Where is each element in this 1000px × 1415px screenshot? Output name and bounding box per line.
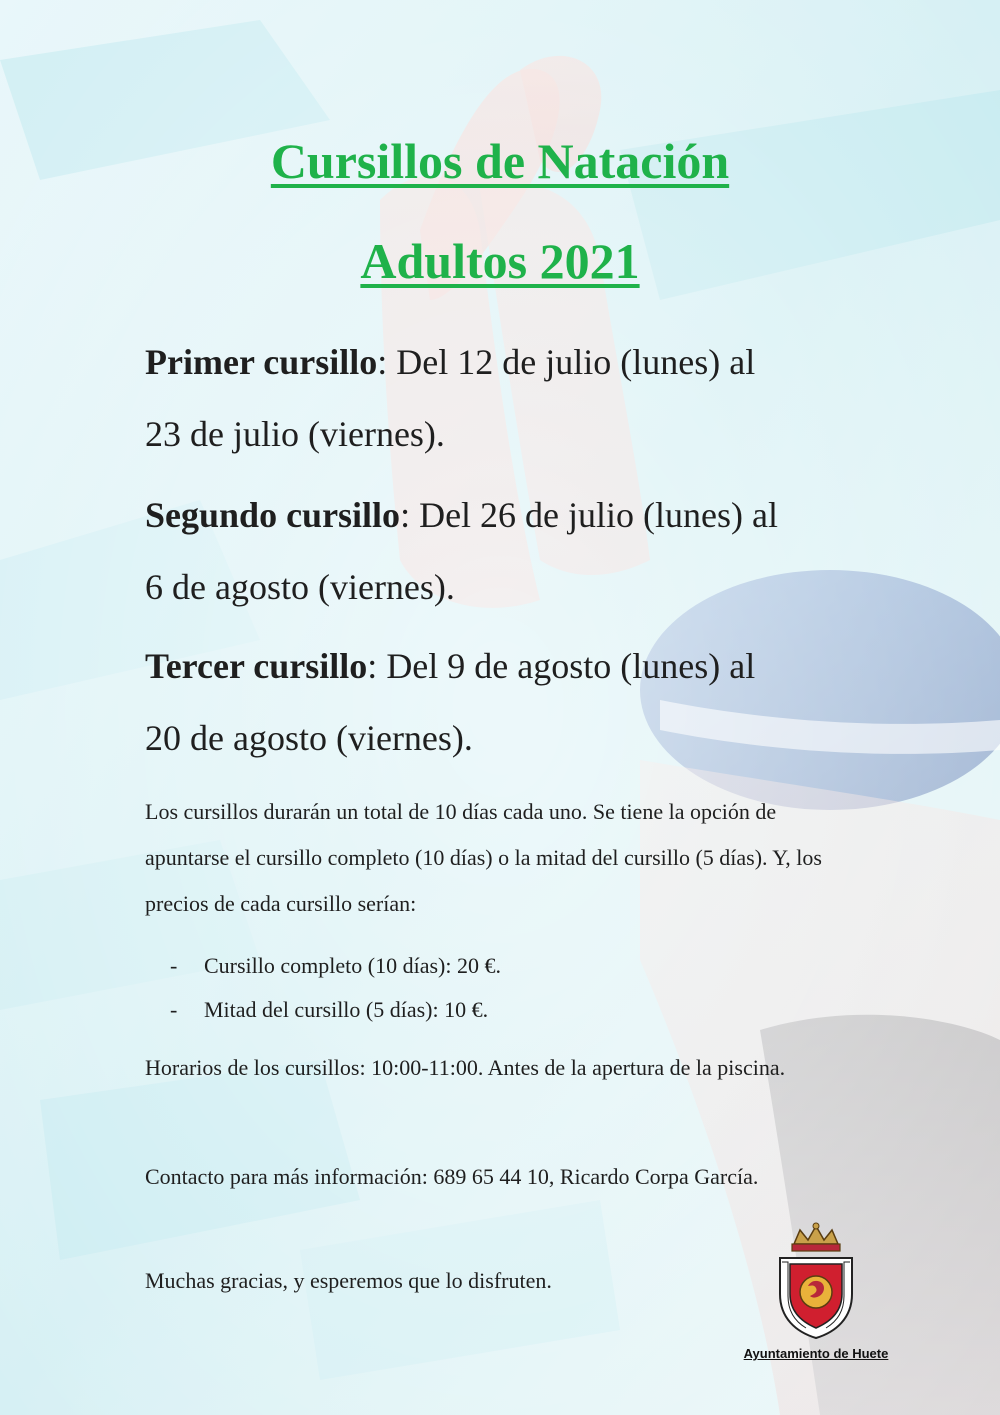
course-dates-start: Del 9 de agosto (lunes) al (377, 646, 756, 686)
schedule-paragraph: Horarios de los cursillos: 10:00-11:00. Antes de la apertura de la piscina. (145, 1055, 786, 1080)
course-separator: : (400, 495, 411, 535)
course-separator: : (377, 342, 388, 382)
course-3 (145, 630, 865, 774)
logo-caption: Ayuntamiento de Huete (743, 1346, 889, 1361)
course-separator: : (367, 646, 378, 686)
course-dates-end: 20 de agosto (viernes). (145, 718, 473, 758)
price-text: Mitad del cursillo (5 días): 10 €. (204, 997, 489, 1022)
flyer-subtitle: Adultos 2021 (360, 233, 640, 289)
flyer-title: Cursillos de Natación (270, 133, 730, 189)
duration-paragraph: Los cursillos durarán un total de 10 días cada uno. Se tiene la opción de apuntarse el cursillo completo (10 días) o la mitad del cursillo (5 días). Y, los precios de cada cursillo serían: (145, 799, 822, 916)
course-dates-end: 23 de julio (viernes). (145, 414, 445, 454)
course-dates-start: Del 12 de julio (lunes) al (387, 342, 756, 382)
course-2 (145, 479, 865, 623)
course-name: Primer cursillo (145, 342, 378, 382)
thanks-paragraph: Muchas gracias, y esperemos que lo disfruten. (145, 1268, 552, 1293)
course-1 (145, 326, 865, 470)
list-item (170, 944, 501, 988)
list-item (170, 988, 501, 1032)
town-hall-logo (730, 1222, 902, 1372)
price-list (170, 944, 501, 1032)
course-name: Tercer cursillo (145, 646, 368, 686)
course-dates-end: 6 de agosto (viernes). (145, 567, 455, 607)
coat-of-arms-icon (766, 1222, 866, 1342)
bullet-dash: - (170, 953, 178, 978)
course-name: Segundo cursillo (145, 495, 401, 535)
contact-paragraph: Contacto para más información: 689 65 44 10, Ricardo Corpa García. (145, 1164, 759, 1189)
price-text: Cursillo completo (10 días): 20 €. (204, 953, 501, 978)
bullet-dash: - (170, 997, 178, 1022)
course-dates-start: Del 26 de julio (lunes) al (410, 495, 778, 535)
